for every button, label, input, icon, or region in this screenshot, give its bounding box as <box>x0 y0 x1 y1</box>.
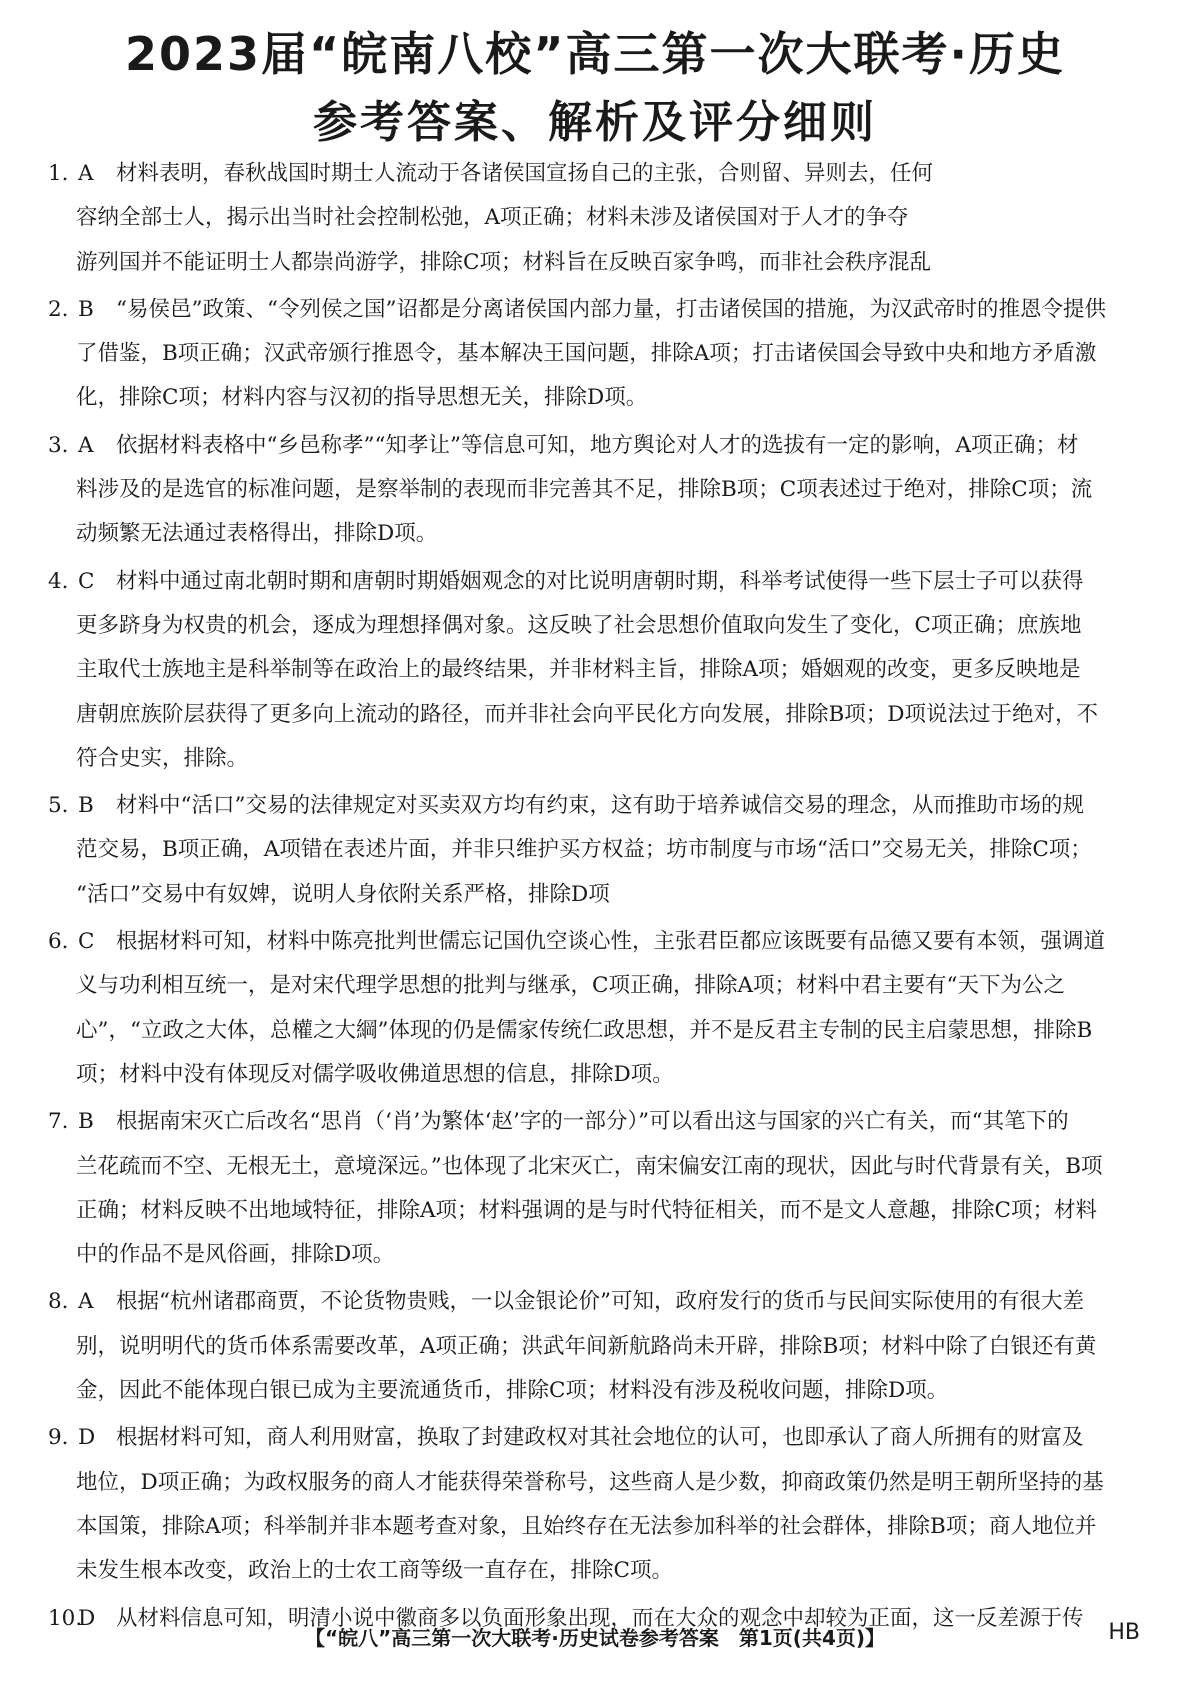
answer-item <box>48 424 1148 557</box>
explanation-text: 根据“杭州诸郡商贾，不论货物贵贱，一以金银论价”可知，政府发行的货币与民间实际使用的有很大差 <box>116 1289 1084 1315</box>
answer-line <box>48 1325 1148 1369</box>
explanation-text: 根据材料可知，材料中陈亮批判世儒忘记国仇空谈心性，主张君臣都应该既要有品德又要有本领，强调道 <box>116 929 1106 955</box>
explanation-text: “易侯邑”政策、“令列侯之国”诏都是分离诸侯国内部力量，打击诸侯国的措施，为汉武帝时的推恩令提供 <box>116 296 1106 322</box>
explanation-text: 依据材料表格中“乡邑称孝”“知孝让”等信息可知，地方舆论对人才的选拔有一定的影响，A项正确；材 <box>116 432 1079 458</box>
question-number: 2. <box>48 296 69 322</box>
explanation-text: 金，因此不能体现白银已成为主要流通货币，排除C项；材料没有涉及税收问题，排除D项。 <box>76 1378 949 1404</box>
answer-line <box>48 560 1148 604</box>
explanation-text: 材料中通过南北朝时期和唐朝时期婚姻观念的对比说明唐朝时期，科举考试使得一些下层士子可以获得 <box>116 568 1084 594</box>
page-code: HB <box>1108 1620 1140 1645</box>
answer-item <box>48 784 1148 917</box>
question-number: 5. <box>48 793 69 819</box>
answer-item <box>48 152 1148 285</box>
explanation-text: 正确；材料反映不出地域特征，排除A项；材料强调的是与时代特征相关，而不是文人意趣，排除C项；材料 <box>76 1197 1097 1223</box>
explanation-text: 从材料信息可知，明清小说中徽商多以负面形象出现，而在大众的观念中却较为正面，这一反差源于传 <box>116 1605 1084 1631</box>
explanation-text: 唐朝庶族阶层获得了更多向上流动的路径，而并非社会向平民化方向发展，排除B项；D项说法过于绝对，不 <box>76 701 1099 727</box>
answer-line <box>48 196 1148 240</box>
explanation-text: 地位，D项正确；为政权服务的商人才能获得荣誉称号，这些商人是少数，抑商政策仍然是明王朝所坚持的基 <box>76 1469 1104 1495</box>
explanation-text: 容纳全部士人，揭示出当时社会控制松弛，A项正确；材料未涉及诸侯国对于人才的争夺 <box>76 205 909 231</box>
explanation-text: 了借鉴，B项正确；汉武帝颁行推恩令，基本解决王国问题，排除A项；打击诸侯国会导致中央和地方矛盾激 <box>76 341 1097 367</box>
answer-line <box>48 1369 1148 1413</box>
answer-line <box>48 424 1148 468</box>
answer-line <box>48 784 1148 828</box>
explanation-text: 范交易，B项正确，A项错在表述片面，并非只维护买方权益；坊市制度与市场“活口”交易无关，排除C项； <box>76 837 1092 863</box>
answer-item <box>48 1100 1148 1277</box>
answer-line <box>48 332 1148 376</box>
page-subtitle: 参考答案、解析及评分细则 <box>313 97 877 148</box>
answer-line <box>48 1145 1148 1189</box>
question-number: 3. <box>48 432 69 458</box>
answer-line <box>48 1100 1148 1144</box>
explanation-text: 项；材料中没有体现反对儒学吸收佛道思想的信息，排除D项。 <box>76 1061 674 1087</box>
answer-line <box>48 152 1148 196</box>
explanation-text: 材料中“活口”交易的法律规定对买卖双方均有约束，这有助于培养诚信交易的理念，从而推助市场的规 <box>116 793 1084 819</box>
answer-line <box>48 737 1148 781</box>
answer-list <box>48 152 1148 1644</box>
question-number: 1. <box>48 161 69 186</box>
explanation-text: 心”，“立政之大体，总權之大綱”体现的仍是儒家传统仁政思想，并不是反君主专制的民主启蒙思想，排除B <box>76 1017 1093 1043</box>
answer-line <box>48 648 1148 692</box>
question-number: 7. <box>48 1109 69 1135</box>
answer-line <box>48 693 1148 737</box>
answer-line <box>48 828 1148 872</box>
answer-line <box>48 1189 1148 1233</box>
explanation-text: 主取代士族地主是科举制等在政治上的最终结果，并非材料主旨，排除A项；婚姻观的改变，更多反映地是 <box>76 657 1081 683</box>
answer-line <box>48 604 1148 648</box>
explanation-text: 根据材料可知，商人利用财富，换取了封建政权对其社会地位的认可，也即承认了商人所拥有的财富及 <box>116 1425 1084 1451</box>
question-number: 10. <box>48 1605 83 1631</box>
explanation-text: 动频繁无法通过表格得出，排除D项。 <box>76 521 438 547</box>
answer-line <box>48 376 1148 420</box>
question-number: 8. <box>48 1289 69 1315</box>
answer-line <box>48 1549 1148 1593</box>
answer-line <box>48 241 1148 285</box>
explanation-text: 料涉及的是选官的标准问题，是察举制的表现而非完善其不足，排除B项；C项表述过于绝对，排除C项；流 <box>76 477 1093 503</box>
answer-line <box>48 920 1148 964</box>
answer-letter: A <box>78 432 94 458</box>
answer-letter: B <box>78 1109 94 1135</box>
answer-line <box>48 1053 1148 1097</box>
answer-letter: D <box>78 1605 96 1631</box>
answer-line <box>48 1233 1148 1277</box>
explanation-text: 别，说明明代的货币体系需要改革，A项正确；洪武年间新航路尚未开辟，排除B项；材料中除了白银还有黄 <box>76 1333 1097 1359</box>
answer-item <box>48 920 1148 1097</box>
explanation-text: 化，排除C项；材料内容与汉初的指导思想无关，排除D项。 <box>76 385 648 411</box>
question-number: 6. <box>48 929 69 955</box>
page-title: 2023届“皖南八校”高三第一次大联考·历史 <box>125 27 1065 81</box>
answer-line <box>48 512 1148 556</box>
explanation-text: 根据南宋灭亡后改名“思肖（‘肖’为繁体‘赵’字的一部分）”可以看出这与国家的兴亡有关，而“其笔下的 <box>116 1109 1069 1135</box>
explanation-text: “活口”交易中有奴婢，说明人身依附关系严格，排除D项 <box>76 881 610 907</box>
explanation-text: 材料表明，春秋战国时期士人流动于各诸侯国宣扬自己的主张，合则留、异则去，任何 <box>116 161 934 186</box>
answer-line <box>48 964 1148 1008</box>
answer-item <box>48 1416 1148 1593</box>
answer-item <box>48 1280 1148 1413</box>
explanation-text: 未发生根本改变，政治上的士农工商等级一直存在，排除C项。 <box>76 1558 673 1584</box>
page-footer: 【“皖八”高三第一次大联考·历史试卷参考答案 第1页(共4页)】 <box>305 1626 885 1650</box>
answer-letter: A <box>78 161 94 186</box>
answer-letter: A <box>78 1289 94 1315</box>
answer-letter: D <box>78 1425 96 1451</box>
answer-item <box>48 288 1148 421</box>
answer-line <box>48 873 1148 917</box>
explanation-text: 本国策，排除A项；科举制并非本题考查对象，且始终存在无法参加科举的社会群体，排除B项；商人地位并 <box>76 1513 1097 1539</box>
answer-line <box>48 1280 1148 1324</box>
answer-item <box>48 560 1148 781</box>
answer-line <box>48 1009 1148 1053</box>
explanation-text: 义与功利相互统一，是对宋代理学思想的批判与继承，C项正确，排除A项；材料中君主要有“天下为公之 <box>76 973 1065 999</box>
answer-line <box>48 1461 1148 1505</box>
answer-letter: C <box>78 568 95 594</box>
answer-letter: B <box>78 296 94 322</box>
answer-letter: B <box>78 793 94 819</box>
explanation-text: 兰花疏而不空、无根无土，意境深远。”也体现了北宋灭亡，南宋偏安江南的现状，因此与时代背景有关，B项 <box>76 1153 1103 1179</box>
answer-letter: C <box>78 929 95 955</box>
answer-line <box>48 288 1148 332</box>
answer-line <box>48 1416 1148 1460</box>
question-number: 4. <box>48 568 69 594</box>
explanation-text: 符合史实，排除。 <box>76 745 249 771</box>
explanation-text: 中的作品不是风俗画，排除D项。 <box>76 1242 395 1268</box>
answer-line <box>48 1505 1148 1549</box>
explanation-text: 更多跻身为权贵的机会，逐成为理想择偶对象。这反映了社会思想价值取向发生了变化，C项正确；庶族地 <box>76 612 1082 638</box>
answer-line <box>48 468 1148 512</box>
question-number: 9. <box>48 1425 69 1451</box>
explanation-text: 游列国并不能证明士人都崇尚游学，排除C项；材料旨在反映百家争鸣，而非社会秩序混乱 <box>76 249 931 275</box>
